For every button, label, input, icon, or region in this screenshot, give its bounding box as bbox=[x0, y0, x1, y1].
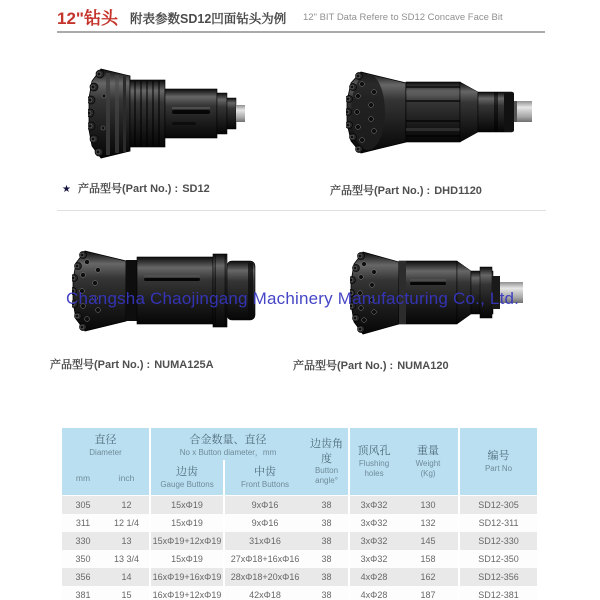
cell-angle: 38 bbox=[305, 568, 349, 586]
header-flushing-en1: Flushing bbox=[358, 458, 390, 468]
cell-inch: 12 bbox=[104, 496, 150, 515]
cell-front: 42xΦ18 bbox=[224, 586, 305, 600]
product-label-numa125a bbox=[50, 356, 214, 372]
table-row bbox=[62, 550, 537, 568]
table-row bbox=[62, 586, 537, 600]
part-no-caption: 产品型号(Part No.) : bbox=[77, 183, 179, 195]
part-no-value: SD12 bbox=[182, 183, 210, 195]
cell-part-no: SD12-330 bbox=[459, 532, 537, 550]
header-part-no bbox=[459, 428, 537, 496]
header-flushing-holes bbox=[349, 428, 398, 496]
header-button-group bbox=[150, 428, 305, 460]
product-label-dhd1120 bbox=[330, 182, 482, 198]
cell-gauge: 16xΦ19+12xΦ19 bbox=[150, 586, 224, 600]
header-weight bbox=[398, 428, 459, 496]
cell-flushing: 3xΦ32 bbox=[349, 514, 398, 532]
cell-angle: 38 bbox=[305, 532, 349, 550]
part-no-caption: 产品型号(Part No.) : bbox=[330, 185, 431, 197]
cell-inch: 13 3/4 bbox=[104, 550, 150, 568]
cell-weight: 187 bbox=[398, 586, 459, 600]
header-front-buttons bbox=[224, 460, 305, 496]
star-icon: ★ bbox=[62, 184, 71, 195]
cell-mm: 311 bbox=[62, 514, 104, 532]
header-diameter-cn: 直径 bbox=[94, 434, 117, 446]
cell-part-no: SD12-311 bbox=[459, 514, 537, 532]
header-inch: inch bbox=[104, 460, 150, 496]
cell-front: 31xΦ16 bbox=[224, 532, 305, 550]
cell-part-no: SD12-305 bbox=[459, 496, 537, 515]
product-label-numa120 bbox=[293, 357, 449, 373]
cell-angle: 38 bbox=[305, 514, 349, 532]
drill-bit-image-dhd1120 bbox=[346, 70, 534, 155]
cell-mm: 350 bbox=[62, 550, 104, 568]
drill-bit-image-sd12 bbox=[88, 66, 246, 161]
cell-mm: 356 bbox=[62, 568, 104, 586]
header-divider bbox=[57, 31, 545, 33]
cell-weight: 130 bbox=[398, 496, 459, 515]
cell-front: 9xΦ16 bbox=[224, 514, 305, 532]
header-part-cn: 编号 bbox=[487, 450, 510, 463]
header-flushing-en2: holes bbox=[364, 468, 384, 478]
header-angle-cn: 边齿角度 bbox=[310, 437, 344, 465]
cell-inch: 13 bbox=[104, 532, 150, 550]
header-front-cn: 中齿 bbox=[254, 466, 277, 479]
header-angle-en2: angle° bbox=[315, 476, 338, 486]
header-button-angle bbox=[305, 428, 349, 496]
part-no-value: NUMA120 bbox=[397, 360, 449, 372]
cell-angle: 38 bbox=[305, 586, 349, 600]
cell-gauge: 15xΦ19 bbox=[150, 496, 224, 515]
header-weight-cn: 重量 bbox=[417, 445, 440, 458]
header-button-group-en: No x Button diameter，mm bbox=[179, 447, 277, 457]
cell-mm: 330 bbox=[62, 532, 104, 550]
cell-gauge: 16xΦ19+16xΦ19 bbox=[150, 568, 224, 586]
subtitle-english: 12" BIT Data Refere to SD12 Concave Face Bit bbox=[303, 12, 503, 23]
header-flushing-cn: 顶风孔 bbox=[357, 445, 391, 458]
cell-mm: 381 bbox=[62, 586, 104, 600]
cell-weight: 158 bbox=[398, 550, 459, 568]
cell-front: 27xΦ18+16xΦ16 bbox=[224, 550, 305, 568]
cell-flushing: 3xΦ32 bbox=[349, 496, 398, 515]
product-label-sd12 bbox=[62, 180, 210, 196]
cell-part-no: SD12-356 bbox=[459, 568, 537, 586]
cell-part-no: SD12-381 bbox=[459, 586, 537, 600]
cell-front: 28xΦ18+20xΦ16 bbox=[224, 568, 305, 586]
cell-inch: 14 bbox=[104, 568, 150, 586]
cell-inch: 15 bbox=[104, 586, 150, 600]
header-diameter bbox=[62, 428, 150, 460]
header-weight-en1: Weight bbox=[415, 458, 441, 468]
cell-gauge: 15xΦ19 bbox=[150, 514, 224, 532]
cell-part-no: SD12-350 bbox=[459, 550, 537, 568]
cell-inch: 12 1/4 bbox=[104, 514, 150, 532]
part-no-value: NUMA125A bbox=[154, 359, 214, 371]
cell-flushing: 3xΦ32 bbox=[349, 532, 398, 550]
cell-flushing: 4xΦ28 bbox=[349, 568, 398, 586]
header-front-en: Front Buttons bbox=[241, 479, 290, 489]
table-row bbox=[62, 514, 537, 532]
cell-front: 9xΦ16 bbox=[224, 496, 305, 515]
header-part-en: Part No bbox=[484, 463, 513, 473]
cell-gauge: 15xΦ19+12xΦ19 bbox=[150, 532, 224, 550]
header-button-group-cn: 合金数量、直径 bbox=[189, 434, 267, 446]
part-no-value: DHD1120 bbox=[434, 185, 482, 197]
cell-weight: 145 bbox=[398, 532, 459, 550]
part-no-caption: 产品型号(Part No.) : bbox=[50, 359, 151, 371]
table-row bbox=[62, 568, 537, 586]
header-mm: mm bbox=[62, 460, 104, 496]
cell-flushing: 4xΦ28 bbox=[349, 586, 398, 600]
table-row bbox=[62, 496, 537, 515]
header-gauge-buttons bbox=[150, 460, 224, 496]
cell-angle: 38 bbox=[305, 496, 349, 515]
table-row bbox=[62, 532, 537, 550]
header-gauge-en: Gauge Buttons bbox=[160, 479, 214, 489]
cell-gauge: 15xΦ19 bbox=[150, 550, 224, 568]
cell-weight: 132 bbox=[398, 514, 459, 532]
part-no-caption: 产品型号(Part No.) : bbox=[293, 360, 394, 372]
cell-angle: 38 bbox=[305, 550, 349, 568]
header-weight-en2: (Kg) bbox=[420, 468, 436, 478]
cell-mm: 305 bbox=[62, 496, 104, 515]
header-angle-en1: Button bbox=[314, 466, 339, 476]
spec-table bbox=[62, 428, 537, 600]
section-divider bbox=[57, 210, 546, 211]
cell-flushing: 3xΦ32 bbox=[349, 550, 398, 568]
page-title: 12"钻头 bbox=[57, 9, 118, 28]
company-watermark: Changsha Chaojingang Machinery Manufacturing Co., Ltd. bbox=[66, 289, 520, 308]
header-diameter-en: Diameter bbox=[89, 447, 122, 457]
cell-weight: 162 bbox=[398, 568, 459, 586]
header-gauge-cn: 边齿 bbox=[176, 466, 199, 479]
subtitle-chinese: 附表参数SD12凹面钻头为例 bbox=[130, 12, 287, 26]
